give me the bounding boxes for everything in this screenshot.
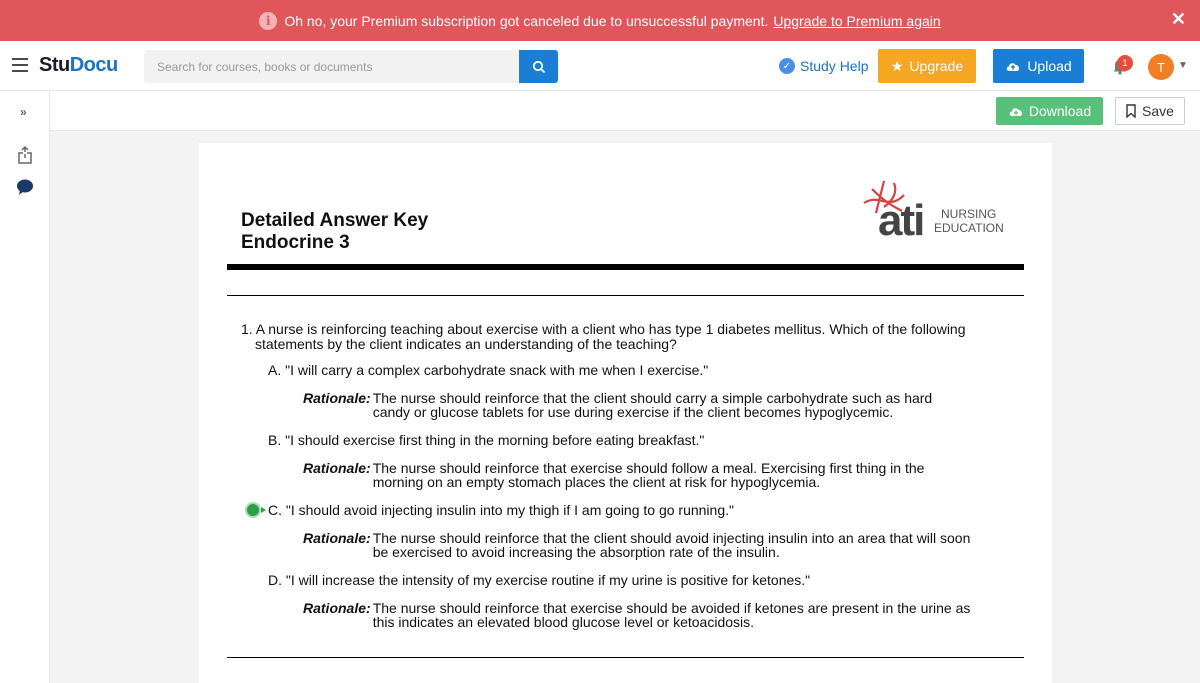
avatar[interactable]: T <box>1148 54 1174 80</box>
rationale-a: Rationale: The nurse should reinforce that the client should carry a simple carbohydrate such as hard candy or glucose tablets for use during exercise if the client becomes hypoglycemic. <box>303 390 933 420</box>
rationale-d: Rationale: The nurse should reinforce that exercise should be avoided if ketones are present in the urine as this indicates an elevated blood glucose level or ketoacidosis. <box>303 600 971 630</box>
banner-message: Oh no, your Premium subscription got canceled due to unsuccessful payment. <box>284 12 769 29</box>
document-toolbar <box>50 91 1200 131</box>
star-icon: ★ <box>890 57 904 74</box>
rationale-c: Rationale: The nurse should reinforce that the client should avoid injecting insulin into an area that will soon be exercised to avoid increasing the absorption rate of the insulin. <box>303 530 971 560</box>
ati-logo <box>854 173 1004 243</box>
comment-icon[interactable] <box>15 177 35 197</box>
svg-text:EDUCATION: EDUCATION <box>934 221 1004 235</box>
rationale-b: Rationale: The nurse should reinforce that exercise should follow a meal. Exercising first thing in the morning on an empty stomach places the client at risk for hypoglycemia. <box>303 460 925 490</box>
question-text: 1. A nurse is reinforcing teaching about exercise with a client who has type 1 diabetes mellitus. Which of the following statements by the client indicates an understanding of the teaching? <box>241 321 966 352</box>
left-rail <box>0 91 50 683</box>
upgrade-premium-link[interactable]: Upgrade to Premium again <box>773 12 941 29</box>
save-button[interactable]: Save <box>1115 97 1185 125</box>
answer-option-c: C. "I should avoid injecting insulin into my thigh if I am going to go running." <box>268 502 734 518</box>
study-help-link[interactable]: ✓ Study Help <box>779 58 868 74</box>
answer-option-a: A. "I will carry a complex carbohydrate snack with me when I exercise." <box>268 362 709 378</box>
top-header <box>0 41 1200 91</box>
cloud-download-icon <box>1008 105 1024 117</box>
svg-text:ati: ati <box>878 196 924 243</box>
document-page <box>199 143 1052 683</box>
upgrade-button[interactable]: ★ Upgrade <box>878 49 976 83</box>
search-button[interactable] <box>519 50 558 83</box>
svg-text:NURSING: NURSING <box>941 207 997 221</box>
answer-option-d: D. "I will increase the intensity of my exercise routine if my urine is positive for ketones." <box>268 572 811 588</box>
share-icon[interactable] <box>15 145 35 165</box>
expand-icon[interactable]: » <box>20 105 27 119</box>
upload-button[interactable]: Upload <box>993 49 1084 83</box>
notification-badge: 1 <box>1117 55 1133 71</box>
close-icon[interactable]: ✕ <box>1170 9 1186 29</box>
divider-bottom <box>227 657 1024 658</box>
divider-thin <box>227 295 1024 296</box>
cloud-upload-icon <box>1005 60 1021 72</box>
search-icon <box>532 60 546 74</box>
info-icon: i <box>259 12 277 30</box>
studocu-logo[interactable]: StuDocu <box>39 54 118 76</box>
page-title: Detailed Answer Key Endocrine 3 <box>241 210 429 253</box>
correct-answer-marker <box>245 502 261 518</box>
check-badge-icon: ✓ <box>779 58 795 74</box>
premium-banner <box>0 0 1200 41</box>
marker-arrow-icon <box>261 507 266 513</box>
search-input[interactable]: Search for courses, books or documents <box>144 50 518 83</box>
hamburger-menu-icon[interactable] <box>12 58 28 72</box>
download-button[interactable]: Download <box>996 97 1103 125</box>
answer-option-b: B. "I should exercise first thing in the morning before eating breakfast." <box>268 432 705 448</box>
divider-thick <box>227 264 1024 270</box>
chevron-down-icon[interactable]: ▼ <box>1178 60 1188 71</box>
bookmark-icon <box>1126 104 1136 118</box>
